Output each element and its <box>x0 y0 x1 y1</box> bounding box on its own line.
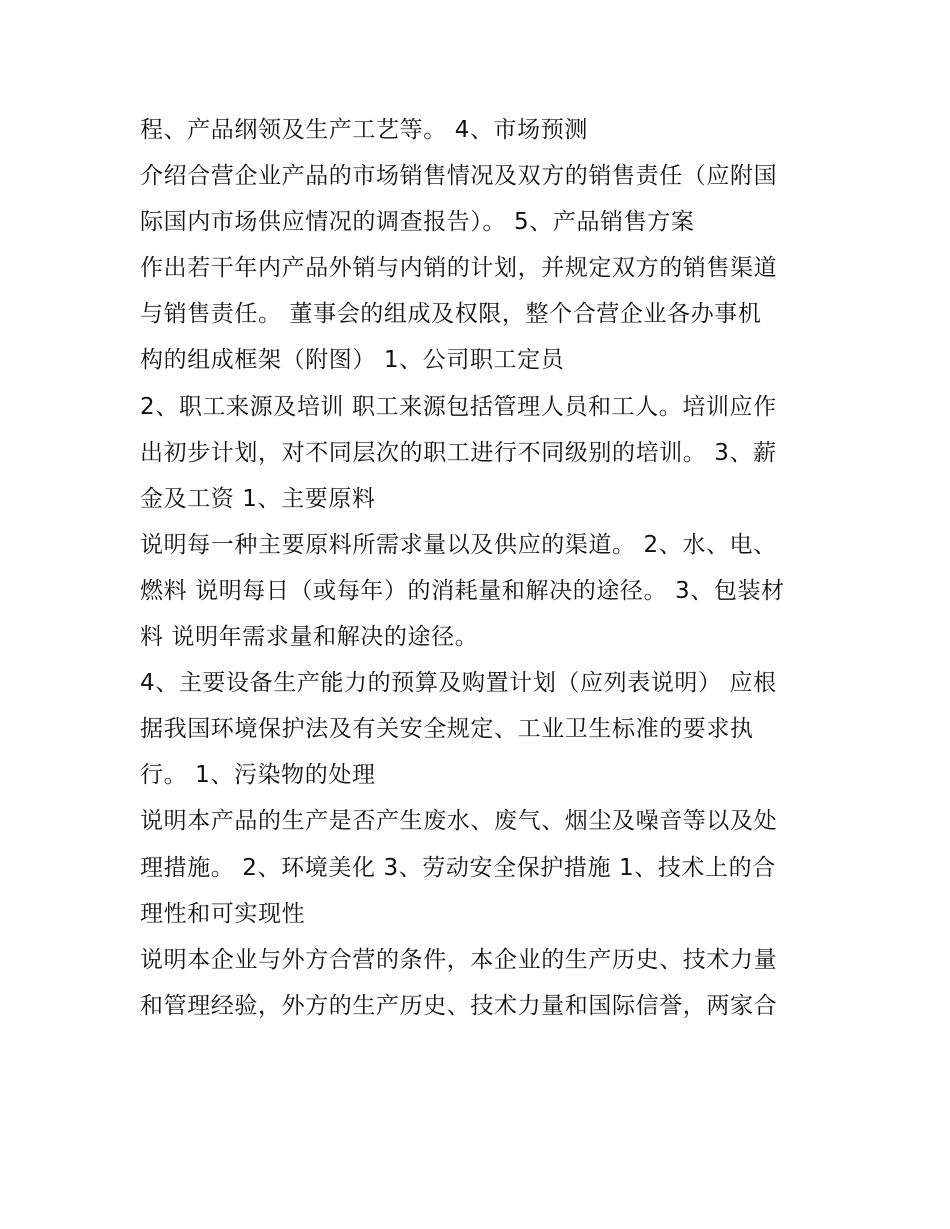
text-line: 料 说明年需求量和解决的途径。 <box>140 624 479 651</box>
text-line: 燃料 说明每日（或每年）的消耗量和解决的途径。 3、包装材 <box>140 577 785 604</box>
text-line: 程、产品纲领及生产工艺等。 4、市场预测 <box>140 117 588 143</box>
text-line: 说明每一种主要原料所需求量以及供应的渠道。 2、水、电、 <box>140 531 777 558</box>
text-line: 说明本企业与外方合营的条件，本企业的生产历史、技术力量 <box>140 946 778 973</box>
text-line: 作出若干年内产品外销与内销的计划，并规定双方的销售渠道 <box>140 255 778 282</box>
text-line: 和管理经验，外方的生产历史、技术力量和国际信誉，两家合 <box>140 992 778 1019</box>
text-line: 理措施。 2、环境美化 3、劳动安全保护措施 1、技术上的合 <box>140 854 776 881</box>
text-line: 行。 1、污染物的处理 <box>140 762 376 789</box>
text-line: 介绍合营企业产品的市场销售情况及双方的销售责任（应附国 <box>140 163 778 190</box>
text-line: 4、主要设备生产能力的预算及购置计划（应列表说明） 应根 <box>140 670 777 697</box>
text-line: 2、职工来源及培训 职工来源包括管理人员和工人。培训应作 <box>140 393 777 420</box>
document-body-text <box>140 107 830 1029</box>
text-line: 据我国环境保护法及有关安全规定、工业卫生标准的要求执 <box>140 716 754 743</box>
text-line: 理性和可实现性 <box>140 900 306 927</box>
text-line: 际国内市场供应情况的调查报告）。 5、产品销售方案 <box>140 209 695 236</box>
text-line: 与销售责任。 董事会的组成及权限，整个合营企业各办事机 <box>140 301 762 328</box>
text-line: 出初步计划，对不同层次的职工进行不同级别的培训。 3、薪 <box>140 439 777 466</box>
text-line: 金及工资 1、主要原料 <box>140 485 376 512</box>
text-line: 构的组成框架（附图） 1、公司职工定员 <box>140 347 565 374</box>
text-line: 说明本产品的生产是否产生废水、废气、烟尘及噪音等以及处 <box>140 808 778 835</box>
